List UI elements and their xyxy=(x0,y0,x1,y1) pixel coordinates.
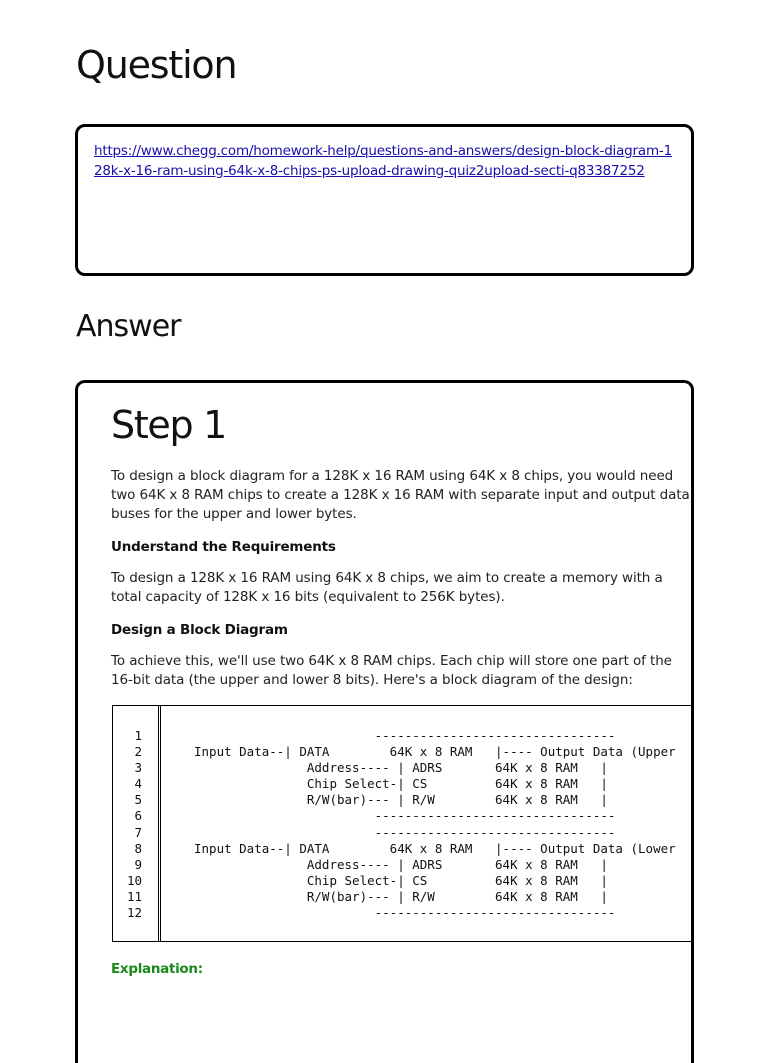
code-line: R/W(bar)--- | R/W 64K x 8 RAM | xyxy=(194,792,608,808)
line-number: 6 xyxy=(134,808,142,824)
answer-box xyxy=(75,380,694,1063)
code-content xyxy=(161,706,694,941)
question-link[interactable]: https://www.chegg.com/homework-help/questions-and-answers/design-block-diagram-128k-x-16-ram-using-64k-x-8-chips-ps-upload-drawing-quiz2upload-secti-q83387252 xyxy=(94,143,672,179)
code-line: Input Data--| DATA 64K x 8 RAM |---- Output Data (Lower xyxy=(194,840,676,856)
code-line: -------------------------------- xyxy=(194,808,616,824)
line-number: 5 xyxy=(134,792,142,808)
line-number: 9 xyxy=(134,856,142,872)
code-line: -------------------------------- xyxy=(194,824,616,840)
code-line: Chip Select-| CS 64K x 8 RAM | xyxy=(194,872,608,888)
line-number: 8 xyxy=(134,840,142,856)
line-number: 10 xyxy=(126,872,142,888)
line-number: 2 xyxy=(134,744,142,760)
code-block xyxy=(112,705,694,942)
requirements-paragraph: To design a 128K x 16 RAM using 64K x 8 chips, we aim to create a memory with a total capacity of 128K x 16 bits (equivalent to 256K bytes). xyxy=(111,570,663,605)
line-number: 7 xyxy=(134,824,142,840)
design-paragraph: To achieve this, we'll use two 64K x 8 RAM chips. Each chip will store one part of the 16-bit data (the upper and lower 8 bits). Here's a block diagram of the design: xyxy=(111,653,672,688)
line-number: 3 xyxy=(134,760,142,776)
code-gutter xyxy=(113,706,159,941)
design-heading: Design a Block Diagram xyxy=(111,622,288,638)
step-title: Step 1 xyxy=(111,403,226,447)
explanation-label: Explanation: xyxy=(111,961,203,977)
answer-heading: Answer xyxy=(76,309,181,344)
line-number: 12 xyxy=(126,905,142,921)
question-box xyxy=(75,124,694,276)
requirements-heading: Understand the Requirements xyxy=(111,539,336,555)
code-line: Address---- | ADRS 64K x 8 RAM | xyxy=(194,856,608,872)
code-line: -------------------------------- xyxy=(194,728,616,743)
line-number: 1 xyxy=(134,728,142,743)
code-line: Input Data--| DATA 64K x 8 RAM |---- Output Data (Upper xyxy=(194,744,676,760)
code-line: Chip Select-| CS 64K x 8 RAM | xyxy=(194,776,608,792)
question-heading: Question xyxy=(76,43,237,87)
code-line: -------------------------------- xyxy=(194,905,616,921)
intro-paragraph: To design a block diagram for a 128K x 16 RAM using 64K x 8 chips, you would need two 64K x 8 RAM chips to create a 128K x 16 RAM with separate input and output data buses for the upper and lower bytes. xyxy=(111,468,690,522)
line-number: 4 xyxy=(134,776,142,792)
code-line: Address---- | ADRS 64K x 8 RAM | xyxy=(194,760,608,776)
line-number: 11 xyxy=(126,888,142,904)
code-line: R/W(bar)--- | R/W 64K x 8 RAM | xyxy=(194,888,608,904)
